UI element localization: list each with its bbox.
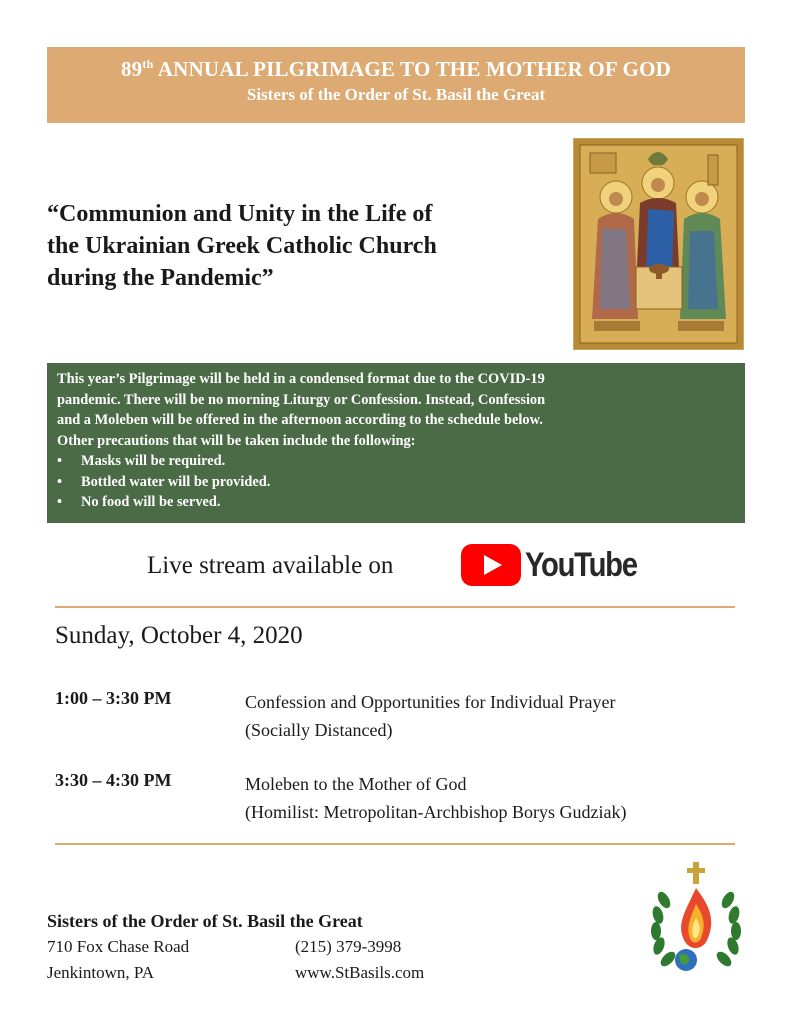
banner-title-text: ANNUAL PILGRIMAGE TO THE MOTHER OF GOD [157,57,671,81]
schedule-time: 3:30 – 4:30 PM [55,770,172,790]
youtube-play-icon[interactable] [461,544,521,590]
schedule-description-line: Confession and Opportunities for Individual Prayer [245,692,616,712]
contact-footer [47,908,447,986]
schedule-description-note: (Homilist: Metropolitan-Archbishop Borys Gudziak) [245,802,627,822]
banner-ordinal: 89 [120,57,143,81]
precautions-list [57,451,735,513]
event-date: Sunday, October 4, 2020 [55,622,303,649]
footer-website-link[interactable]: www.StBasils.com [295,963,425,982]
theme-line-3: during the Pandemic” [47,265,274,291]
footer-phone[interactable]: (215) 379-3998 [295,937,402,956]
notice-line-4: Other precautions that will be taken include the following: [57,432,416,449]
livestream-line [147,540,667,590]
banner-ordinal-suffix: th [142,57,154,71]
footer-org-name: Sisters of the Order of St. Basil the Great [47,911,363,931]
notice-line-1: This year’s Pilgrimage will be held in a condensed format due to the COVID-19 [57,371,545,387]
schedule-description [245,770,626,826]
divider-bottom [55,843,735,845]
schedule-time: 1:00 – 3:30 PM [55,688,172,708]
youtube-wordmark[interactable]: YouTube [525,546,637,584]
schedule-description-note: (Socially Distanced) [245,720,393,740]
header-banner [47,47,745,123]
footer-line [47,934,447,960]
theme-line-1: “Communion and Unity in the Life of [47,201,433,227]
notice-line-2: pandemic. There will be no morning Liturgy or Confession. Instead, Confession [57,391,546,408]
covid-notice [47,363,745,523]
footer-city: Jenkintown, PA [47,963,155,982]
livestream-text: Live stream available on [147,552,394,579]
divider-top [55,606,735,608]
schedule-description [245,688,615,744]
footer-address: 710 Fox Chase Road [47,937,190,956]
footer-line [47,960,447,986]
precaution-item: • No food will be served. [57,492,735,513]
notice-line-3: and a Moleben will be offered in the afternoon according to the schedule below. [57,412,543,428]
banner-title [47,57,745,82]
precaution-item: • Masks will be required. [57,451,735,472]
precaution-item: • Bottled water will be provided. [57,472,735,493]
banner-subtitle: Sisters of the Order of St. Basil the Great [246,85,546,104]
trinity-icon-image [573,138,744,350]
theme-line-2: the Ukrainian Greek Catholic Church [47,233,437,259]
event-theme-title [47,198,567,294]
schedule-description-line: Moleben to the Mother of God [245,774,467,794]
order-emblem [646,860,746,984]
